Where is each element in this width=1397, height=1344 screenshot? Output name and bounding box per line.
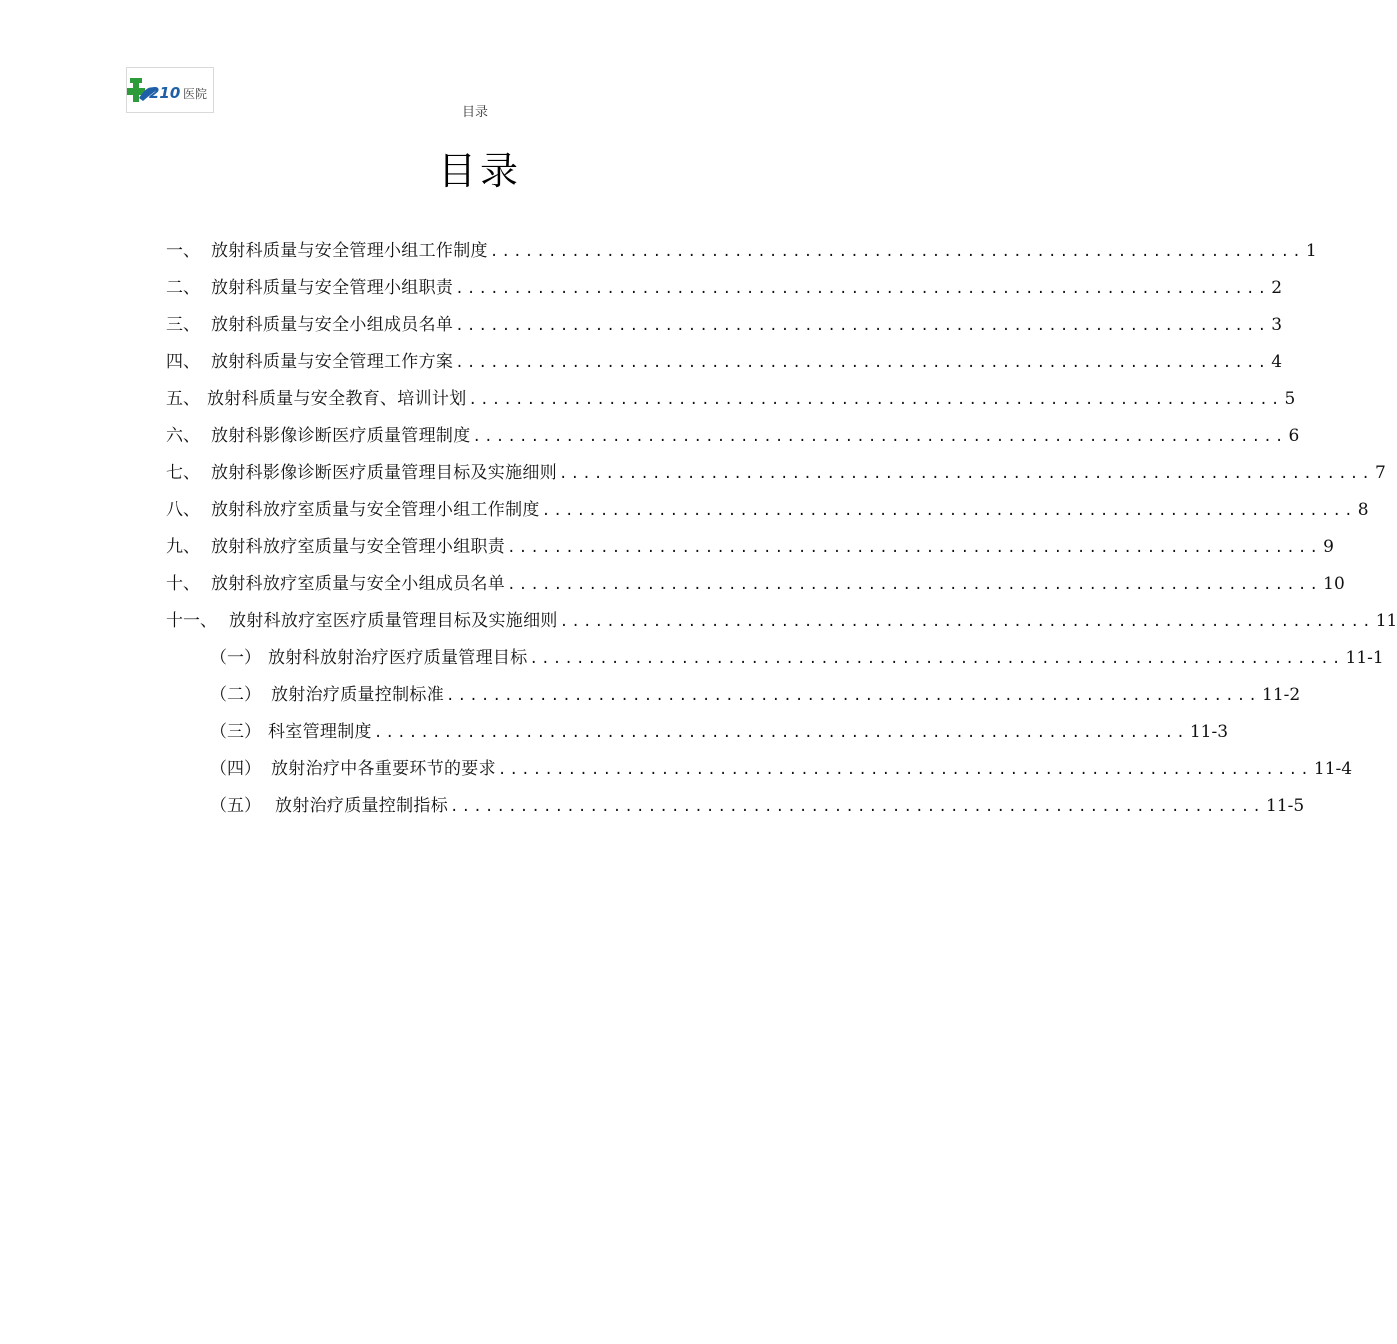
toc-text: 放射科质量与安全小组成员名单 bbox=[211, 315, 454, 335]
toc-text: 放射科质量与安全管理工作方案 bbox=[211, 352, 454, 372]
toc-page-number: 11-3 bbox=[1189, 722, 1229, 742]
toc-entry[interactable] bbox=[166, 571, 1345, 597]
toc-number: （四） bbox=[210, 759, 261, 779]
toc-number: 六、 bbox=[166, 426, 200, 446]
toc-text: 科室管理制度 bbox=[268, 722, 372, 742]
toc-leader: ...................................................................... bbox=[559, 466, 1374, 482]
toc-number: （一） bbox=[210, 648, 261, 668]
toc-leader: ...................................................................... bbox=[455, 355, 1270, 371]
toc-leader: ...................................................................... bbox=[373, 725, 1188, 741]
toc-text: 放射科质量与安全管理小组工作制度 bbox=[211, 241, 488, 261]
page-title: 目录 bbox=[437, 149, 522, 193]
toc-text: 放射科放疗室医疗质量管理目标及实施细则 bbox=[229, 611, 558, 631]
toc-leader: ...................................................................... bbox=[507, 540, 1322, 556]
toc-entry[interactable] bbox=[210, 719, 1229, 745]
toc-leader: ...................................................................... bbox=[446, 688, 1261, 704]
toc-number: （五） bbox=[210, 796, 261, 816]
toc-entry[interactable] bbox=[210, 682, 1301, 708]
toc-page-number: 8 bbox=[1357, 500, 1369, 520]
toc-page-number: 10 bbox=[1323, 574, 1345, 594]
toc-text: 放射科质量与安全教育、培训计划 bbox=[207, 389, 467, 409]
toc-entry[interactable] bbox=[166, 349, 1283, 375]
toc-page-number: 7 bbox=[1375, 463, 1386, 483]
toc-text: 放射科放疗室质量与安全管理小组工作制度 bbox=[211, 500, 540, 520]
toc-text: 放射治疗质量控制标准 bbox=[271, 685, 444, 705]
toc-text: 放射治疗质量控制指标 bbox=[275, 796, 448, 816]
toc-entry[interactable] bbox=[166, 608, 1397, 634]
toc-entry[interactable] bbox=[166, 460, 1386, 486]
toc-text: 放射科放射治疗医疗质量管理目标 bbox=[268, 648, 528, 668]
svg-text:210: 210 bbox=[149, 84, 181, 102]
toc-text: 放射科影像诊断医疗质量管理目标及实施细则 bbox=[211, 463, 557, 483]
toc-leader: ...................................................................... bbox=[489, 244, 1304, 260]
toc-entry[interactable] bbox=[210, 793, 1305, 819]
toc-page-number: 5 bbox=[1284, 389, 1296, 409]
toc-page-number: 11-5 bbox=[1266, 796, 1305, 816]
toc-leader: ...................................................................... bbox=[472, 429, 1287, 445]
toc-entry[interactable] bbox=[210, 645, 1384, 671]
toc-leader: ...................................................................... bbox=[497, 762, 1312, 778]
toc-entry[interactable] bbox=[210, 756, 1353, 782]
toc-entry[interactable] bbox=[166, 386, 1296, 412]
toc-page-number: 11 bbox=[1375, 611, 1397, 631]
toc-page-number: 3 bbox=[1271, 315, 1283, 335]
toc-entry[interactable] bbox=[166, 423, 1300, 449]
toc-page-number: 6 bbox=[1288, 426, 1300, 446]
toc-entry[interactable] bbox=[166, 275, 1283, 301]
toc-page-number: 2 bbox=[1271, 278, 1283, 298]
toc-text: 放射科质量与安全管理小组职责 bbox=[211, 278, 454, 298]
toc-page-number: 4 bbox=[1271, 352, 1283, 372]
toc-page-number: 11-4 bbox=[1313, 759, 1353, 779]
toc-page-number: 1 bbox=[1305, 241, 1317, 261]
running-header: 目录 bbox=[461, 105, 488, 120]
toc-leader: ...................................................................... bbox=[559, 614, 1374, 630]
toc-leader: ...................................................................... bbox=[529, 651, 1344, 667]
toc-leader: ...................................................................... bbox=[507, 577, 1322, 593]
toc-entry[interactable] bbox=[166, 497, 1369, 523]
svg-text:医院: 医院 bbox=[183, 87, 208, 101]
toc-entry[interactable] bbox=[166, 312, 1283, 338]
toc-text: 放射科影像诊断医疗质量管理制度 bbox=[211, 426, 471, 446]
toc-leader: ...................................................................... bbox=[450, 799, 1265, 815]
toc-number: 七、 bbox=[166, 463, 200, 483]
toc-text: 放射科放疗室质量与安全小组成员名单 bbox=[211, 574, 506, 594]
toc-number: 二、 bbox=[166, 278, 200, 298]
toc-number: 八、 bbox=[166, 500, 200, 520]
toc-entry[interactable] bbox=[166, 238, 1317, 264]
toc-page-number: 11-2 bbox=[1262, 685, 1301, 705]
toc-leader: ...................................................................... bbox=[455, 318, 1270, 334]
toc-number: 九、 bbox=[166, 537, 200, 557]
toc-leader: ...................................................................... bbox=[468, 392, 1283, 408]
toc-text: 放射科放疗室质量与安全管理小组职责 bbox=[211, 537, 506, 557]
toc-number: （三） bbox=[210, 722, 261, 742]
toc-number: 五、 bbox=[166, 389, 200, 409]
toc-leader: ...................................................................... bbox=[541, 503, 1356, 519]
toc-entry[interactable] bbox=[166, 534, 1334, 560]
toc-page-number: 11-1 bbox=[1345, 648, 1384, 668]
toc-number: 一、 bbox=[166, 241, 200, 261]
toc-number: 四、 bbox=[166, 352, 200, 372]
toc-leader: ...................................................................... bbox=[455, 281, 1270, 297]
toc-number: 三、 bbox=[166, 315, 200, 335]
toc-text: 放射治疗中各重要环节的要求 bbox=[271, 759, 496, 779]
toc-number: 十、 bbox=[166, 574, 200, 594]
toc-number: 十一、 bbox=[166, 611, 217, 631]
toc-number: （二） bbox=[210, 685, 261, 705]
toc-page-number: 9 bbox=[1323, 537, 1334, 557]
